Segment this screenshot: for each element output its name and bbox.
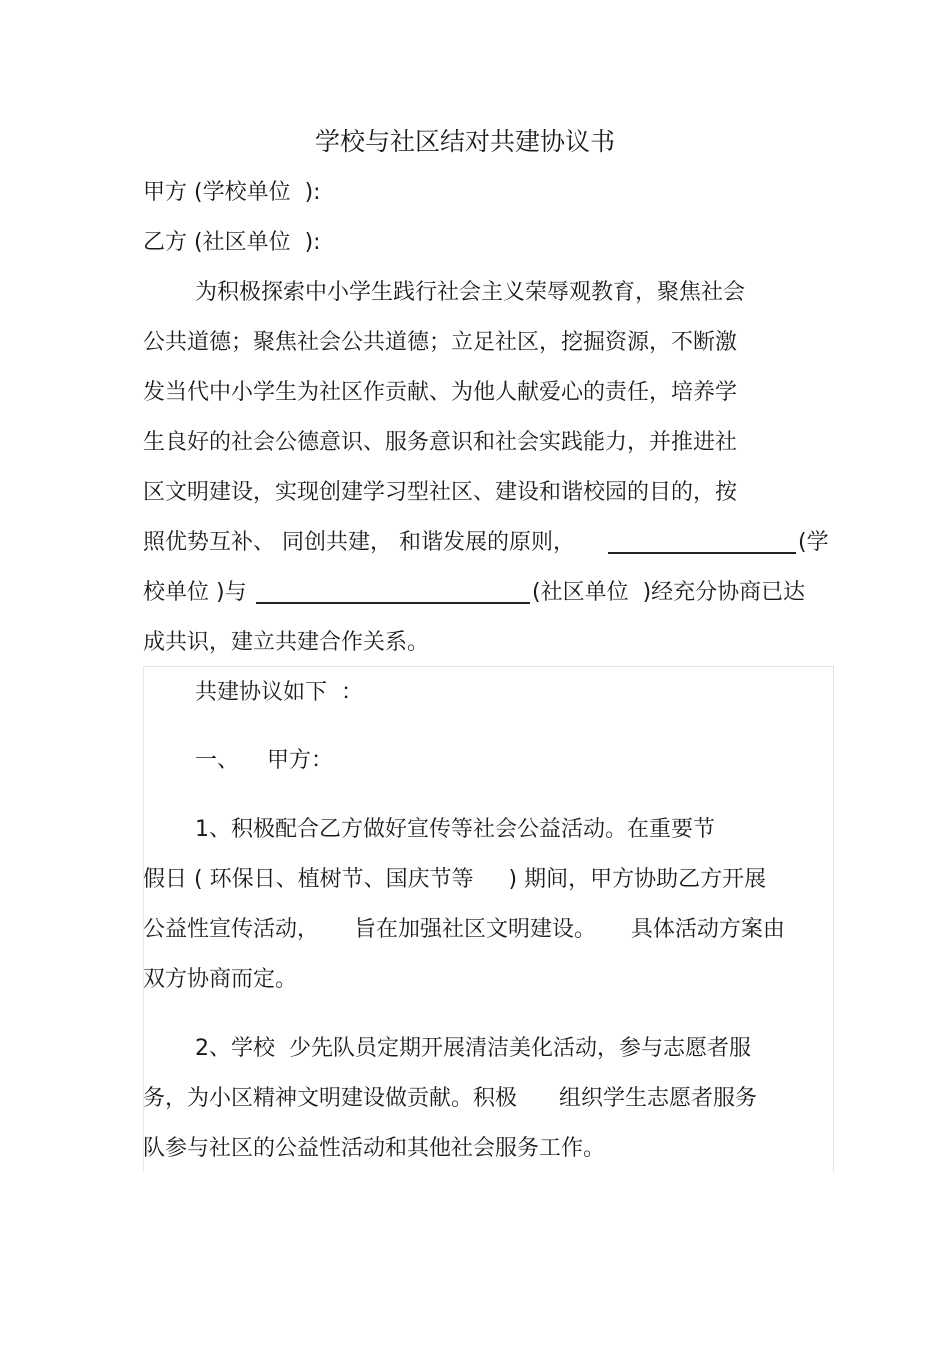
agreement-heading: 共建协议如下 ： [195,680,363,705]
intro-line-3: 发当代中小学生为社区作贡献、为他人献爱心的责任，培养学 [143,380,738,405]
intro-line-5: 区文明建设，实现创建学习型社区、建设和谐校园的目的，按 [143,480,738,505]
item-2-line-1: 2、学校 少先队员定期开展清洁美化活动，参与志愿者服 [195,1036,751,1061]
item-2-line-2: 务，为小区精神文明建设做贡献。积极 组织学生志愿者服务 [143,1086,757,1111]
intro-line-4: 生良好的社会公德意识、服务意识和社会实践能力，并推进社 [143,430,738,455]
party-b-line: 乙方 (社区单位 ): [143,230,321,255]
intro-line-6-tail: (学 [798,530,829,555]
intro-line-1: 为积极探索中小学生践行社会主义荣辱观教育，聚焦社会 [195,280,746,305]
item-1-line-4: 双方协商而定。 [143,967,298,992]
section-1-heading: 一、 甲方： [195,748,333,773]
intro-line-2: 公共道德；聚焦社会公共道德；立足社区，挖掘资源，不断激 [143,330,738,355]
page-title: 学校与社区结对共建协议书 [315,127,616,156]
intro-line-7-head: 校单位 )与 [143,580,247,605]
item-1-line-3: 公益性宣传活动， 旨在加强社区文明建设。 具体活动方案由 [143,917,785,942]
community-name-blank [256,580,530,604]
intro-line-8: 成共识，建立共建合作关系。 [143,630,430,655]
intro-line-6: 照优势互补、 同创共建， 和谐发展的原则， [143,530,575,555]
party-a-line: 甲方 (学校单位 ): [143,180,321,205]
item-1-line-1: 1、积极配合乙方做好宣传等社会公益活动。在重要节 [195,817,715,842]
school-name-blank [608,530,796,554]
item-1-line-2: 假日 ( 环保日、植树节、国庆节等 ) 期间，甲方协助乙方开展 [143,867,767,892]
item-2-line-3: 队参与社区的公益性活动和其他社会服务工作。 [143,1136,606,1161]
intro-line-7-tail: (社区单位 )经充分协商已达 [532,580,806,605]
